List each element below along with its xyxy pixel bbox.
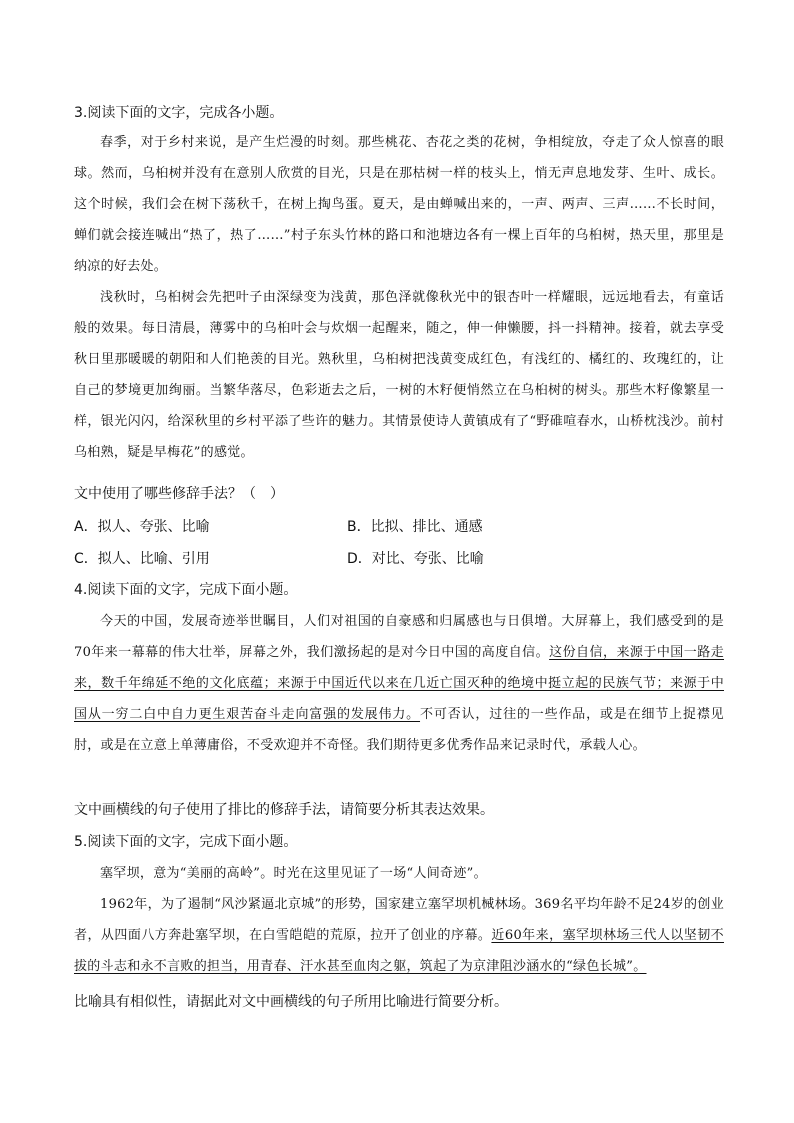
q5-paragraph-2 [74,889,724,982]
q5-underlined-sentence: 近60年来，塞罕坝林场三代人以坚韧不拔的斗志和永不言败的担当，用青春、汗水甚至血肉之躯，筑起了为京津阻沙涵水的“绿色长城”。 [74,928,724,974]
q4-passage [74,606,724,761]
q4-underlined-sentence: 这份自信，来源于中国一路走来，数千年绵延不绝的文化底蕴；来源于中国近代以来在几近亡国灭种的绝境中挺立起的民族气节；来源于中国从一穷二白中自力更生艰苦奋斗走向富强的发展伟力。 [74,645,725,722]
q4-paragraph [74,606,724,761]
option-a[interactable]: A．拟人、夸张、比喻 [74,519,210,535]
option-c[interactable]: C．拟人、比喻、引用 [74,551,210,567]
q5-paragraph-1: 塞罕坝，意为“美丽的高岭”。时光在这里见证了一场“人间奇迹”。 [100,866,487,881]
q3-paragraph-2: 浅秋时，乌桕树会先把叶子由深绿变为浅黄，那色泽就像秋光中的银杏叶一样耀眼，远远地看去，有童话般的效果。每日清晨，薄雾中的乌桕叶会与炊烟一起醒来，随之，伸一伸懒腰，抖一抖精神。接着，就去享受秋日里那暖暖的朝阳和人们艳羡的目光。熟秋里，乌桕树把浅黄变成红色，有浅红的、橘红的、玫瑰红的，让自己的梦境更加绚丽。当繁华落尽，色彩逝去之后，一树的木籽便悄然立在乌桕树的树头。那些木籽像繁星一样，银光闪闪，给深秋里的乡村平添了些许的魅力。其情景使诗人黄镇成有了“野碓喧春水，山桥枕浅沙。前村乌桕熟，疑是早梅花”的感觉。 [74,290,724,460]
q5-prompt: 比喻具有相似性，请据此对文中画横线的句子所用比喻进行简要分析。 [74,994,508,1010]
q3-paragraph-1: 春季，对于乡村来说，是产生烂漫的时刻。那些桃花、杏花之类的花树，争相绽放，夺走了众人惊喜的眼球。然而，乌桕树并没有在意别人欣赏的目光，只是在那枯树一样的枝头上，悄无声息地发芽、生叶、成长。这个时候，我们会在树下荡秋千，在树上掏鸟蛋。夏天，是由蝉喊出来的，一声、两声、三声……不长时间，蝉们就会接连喊出“热了，热了……”村子东头竹林的路口和池塘边各有一棵上百年的乌桕树，热天里，那里是纳凉的好去处。 [74,135,724,274]
q5-passage [74,858,724,982]
q3-prompt: 文中使用了哪些修辞手法？（ ） [74,486,284,502]
q3-passage [74,127,724,468]
q4-prompt: 文中画横线的句子使用了排比的修辞手法，请简要分析其表达效果。 [74,802,494,818]
option-d[interactable]: D．对比、夸张、比喻 [347,551,484,567]
q4-heading: 4.阅读下面的文字，完成下面小题。 [74,582,298,598]
q5-text-before: 1962年，为了遏制“风沙紧逼北京城”的形势，国家建立塞罕坝机械林场。369名平均年龄不足24岁的创业者，从四面八方奔赴塞罕坝，在白雪皑皑的荒原，拉开了创业的序幕。 [74,897,724,943]
q4-text-before: 今天的中国，发展奇迹举世瞩目，人们对祖国的自豪感和归属感也与日俱增。大屏幕上，我们感受到的是70年来一幕幕的伟大壮举，屏幕之外，我们激扬起的是对今日中国的高度自信。 [74,614,724,660]
q3-heading: 3.阅读下面的文字，完成各小题。 [74,105,284,121]
option-b[interactable]: B．比拟、排比、通感 [347,519,483,535]
q4-text-after: 不可否认，过往的一些作品，或是在细节上捉襟见肘，或是在立意上单薄庸俗，不受欢迎并不奇怪。我们期待更多优秀作品来记录时代，承载人心。 [74,707,724,753]
q5-heading: 5.阅读下面的文字，完成下面小题。 [74,834,298,850]
